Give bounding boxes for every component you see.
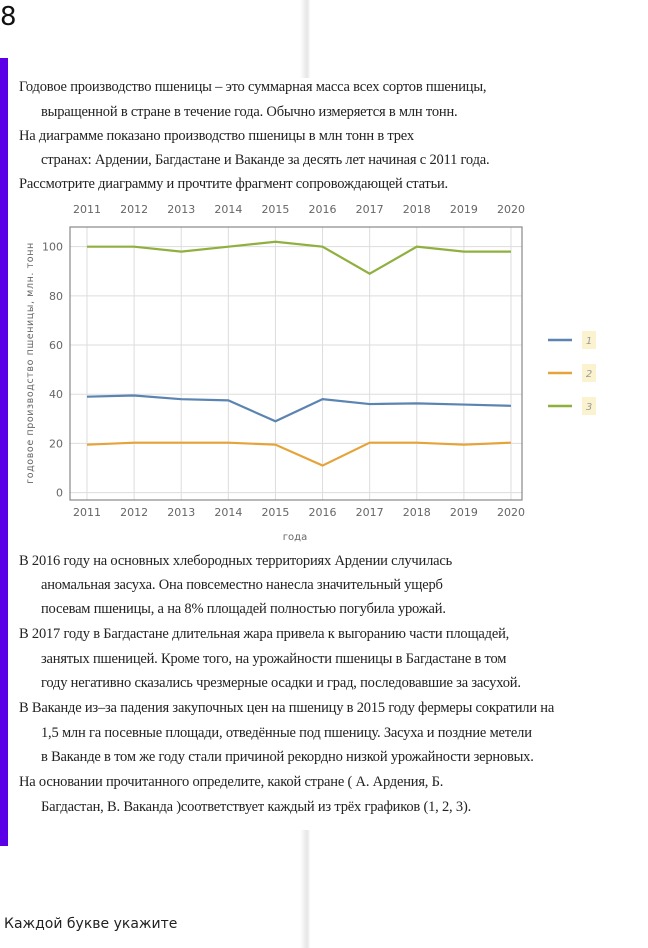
text-line: В 2016 году на основных хлебородных территориях Ардении случилась	[19, 553, 453, 569]
x-tick-label-bottom: 2019	[449, 506, 478, 519]
x-tick-label-bottom: 2013	[167, 506, 196, 519]
text-line: В 2017 году в Багдастане длительная жара привела к выгоранию части площадей,	[19, 626, 510, 642]
x-tick-label-bottom: 2016	[308, 506, 337, 519]
x-tick-label-top: 2016	[308, 203, 337, 216]
question-number: 8	[0, 2, 17, 32]
text-line: Годовое производство пшеницы – это суммарная масса всех сортов пшеницы,	[19, 79, 487, 95]
legend-label-1: 1	[585, 336, 593, 347]
x-tick-label-bottom: 2011	[73, 506, 101, 519]
x-axis-label: года	[282, 532, 308, 543]
text-line: Рассмотрите диаграмму и прочтите фрагмент сопровождающей статьи.	[19, 176, 448, 192]
x-tick-label-top: 2019	[449, 203, 478, 216]
y-tick-label: 20	[49, 437, 63, 451]
x-tick-label-top: 2012	[120, 203, 149, 216]
y-tick-label: 100	[42, 240, 63, 254]
page-edge-shadow	[300, 0, 310, 80]
text-line: году негативно сказались чрезмерные осадки и град, последовавшие за засухой.	[41, 675, 521, 691]
text-line: посевам пшеницы, а на 8% площадей полностью погубила урожай.	[41, 601, 446, 617]
series-line-2	[87, 443, 511, 466]
text-line: занятых пшеницей. Кроме того, на урожайности пшеницы в Багдастане в том	[41, 651, 507, 667]
text-line: аномальная засуха. Она повсеместно нанесла значительный ущерб	[41, 577, 443, 593]
legend-label-2: 2	[585, 369, 593, 380]
x-tick-label-bottom: 2018	[402, 506, 431, 519]
x-tick-label-top: 2020	[497, 203, 525, 216]
x-tick-label-top: 2014	[214, 203, 243, 216]
text-line: В Ваканде из–за падения закупочных цен на пшеницу в 2015 году фермеры сократили на	[19, 700, 555, 716]
y-tick-label: 60	[49, 339, 63, 353]
series-line-1	[87, 395, 511, 421]
text-line: странах: Ардении, Багдастане и Ваканде за десять лет начиная с 2011 года.	[41, 152, 490, 168]
x-tick-label-top: 2017	[355, 203, 384, 216]
x-tick-label-bottom: 2020	[497, 506, 525, 519]
y-tick-label: 0	[56, 486, 63, 500]
x-tick-label-bottom: 2017	[355, 506, 384, 519]
x-tick-label-top: 2013	[167, 203, 196, 216]
x-tick-label-bottom: 2012	[120, 506, 149, 519]
plot-frame	[70, 227, 522, 500]
x-tick-label-top: 2015	[261, 203, 290, 216]
text-line: 1,5 млн га посевные площади, отведённые под пшеницу. Засуха и поздние метели	[41, 725, 532, 741]
page-edge-shadow	[300, 828, 310, 948]
x-tick-label-top: 2018	[402, 203, 431, 216]
x-tick-label-top: 2011	[73, 203, 101, 216]
text-line: в Ваканде в том же году стали причиной рекордно низкой урожайности зерновых.	[41, 749, 534, 765]
text-line: выращенной в стране в течение года. Обычно измеряется в млн тонн.	[41, 104, 458, 120]
y-tick-label: 40	[49, 388, 63, 402]
line-chart	[0, 190, 648, 550]
x-tick-label-bottom: 2014	[214, 506, 243, 519]
answer-instruction: Каждой букве укажите	[4, 916, 178, 932]
text-line: На основании прочитанного определите, какой стране ( А. Ардения, Б.	[19, 774, 444, 790]
y-axis-label: годовое производство пшеницы, млн. тонн	[25, 242, 36, 484]
text-line: Багдастан, В. Ваканда )соответствует каждый из трёх графиков (1, 2, 3).	[41, 799, 472, 815]
y-tick-label: 80	[49, 289, 63, 303]
text-line: На диаграмме показано производство пшеницы в млн тонн в трех	[19, 128, 414, 144]
x-tick-label-bottom: 2015	[261, 506, 290, 519]
legend-label-3: 3	[585, 402, 593, 413]
